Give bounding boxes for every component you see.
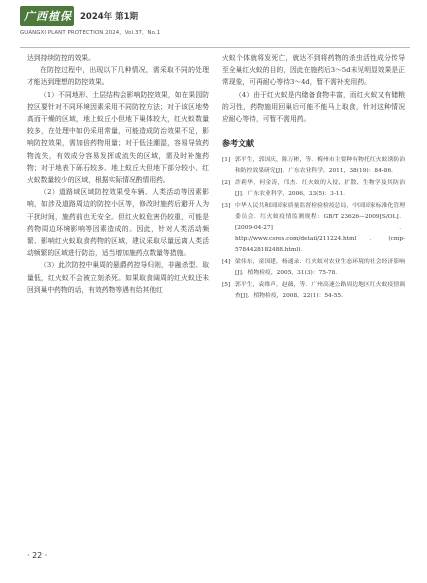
reference-text: 中华人民共和国国家质量监督检验检疫总局，中国国家标准化管理委员会．红火蚁疫情监测规程：GB/T 23626—2009[S/OL]．[2009-04-27]．http://www.csres.com/detail/211224.html．(cmp-5784428182488.html)． <box>235 203 405 254</box>
page-number: · 22 · <box>27 551 48 560</box>
reference-text: 郭平生，郭国庆，陈万彬，等．梅州市主要种有物托红火蚁诱防治和防控效果研究[J]．广东农业科学，2011，38(19)：84-86． <box>235 157 405 175</box>
journal-subtitle: GUANGXI PLANT PROTECTION 2024，Vol.37，No.1 <box>20 30 161 36</box>
reference-item <box>222 178 405 200</box>
body-paragraph: （1）不同地形、土层结构会影响防控效果，如在果园防控区要针对不同环境因素采用不同防控方法；对于该区地势高而干燥的区域，地上蚁丘小但地下巢体较大，红火蚁数量较多，在处理中如仍采用常量，可能造成防治效果不足，影响防控效果，需加倍药物用量；对于低洼潮湿，容易导致药物流失，有效成分容易发挥或流失的区域，需及时补施药物；对于地表下砾石较多、地上蚁丘大但地下部分较小、红火蚁数量较少的区域，根据实际情况酌情用药。 <box>27 90 209 185</box>
body-paragraph: （2）道路域区域防控效果受车辆、人类活动等因素影响，如涉及道路周边的防控小区等，修改时施药后避开人为干扰时间，施药前也无安全。但红火蚁危害仍较重，可能是药物周边环境影响等因素造成的。因此，针对人类活动频繁、影响红火蚁取食药物的区域，建议采取尽量远离人类活动频繁的区域进行防治，适当增加施药点数量等措施。 <box>27 188 209 258</box>
reference-text: 郭平生，袁维声，赵薇，等．广州高速公路周边地区红火蚁疫情调查[J]．植物检疫，2008，22(1)：54-55． <box>235 282 405 300</box>
body-paragraph: 在防控过程中，出现以下几种情况，需采取不同的处理才能达到理想的防控效果。 <box>27 66 209 87</box>
reference-item <box>222 155 405 177</box>
reference-number: [3] <box>222 203 231 210</box>
body-paragraph: （3）此次防控中巢周的悬爵药控导归则，非融杀型、取量低，红火蚁不会被立刻杀死。如果取食阔周的红火蚁还未回到巢中药物的话，有效药物等遇有给其他红 <box>27 261 209 294</box>
references-title: 参考文献 <box>222 139 254 149</box>
journal-logo <box>20 6 74 26</box>
reference-number: [2] <box>222 180 231 187</box>
references-list <box>222 155 405 302</box>
reference-item <box>222 257 405 279</box>
right-body <box>222 52 405 125</box>
reference-number: [4] <box>222 259 231 266</box>
reference-text: 梁伟东，童国建，杨通录．红火蚁对农业生态环境的社会经济影响[J]．植物检疫，2005，31(3)：75-78． <box>235 259 405 277</box>
right-column <box>222 52 405 303</box>
journal-logo-text: 广西植保 <box>24 10 72 23</box>
reference-number: [1] <box>222 157 231 164</box>
reference-number: [5] <box>222 282 231 289</box>
journal-header <box>20 6 410 39</box>
issue-label: 2024年 第1期 <box>80 12 139 22</box>
reference-item <box>222 201 405 256</box>
body-paragraph: 达到持续防控的效果。 <box>27 54 95 62</box>
body-paragraph: 火蚁个体就将发死亡，就达不到将药物的杀虫活性成分传导至全巢红火蚁的目的，因此在施药后3～5d未见明显效果是正常现象，可再耐心等待3～4d，暂不需补充用药。 <box>222 54 405 87</box>
left-column <box>27 52 209 296</box>
reference-text: 許莉华，何金涛，邝杰．红火蚁的入侵、扩散、生物学及其防治[J]．广东农业科学，2006，33(5)：3-11． <box>235 180 405 198</box>
reference-item <box>222 280 405 302</box>
header-divider <box>20 47 410 48</box>
body-paragraph: （4）由于红火蚁是内储备食物丰富，而红火蚁又有储粮的习性，药物施用回巢后可能不能马上取食，针对这种情况应耐心等待，可暂不需用药。 <box>222 90 405 124</box>
